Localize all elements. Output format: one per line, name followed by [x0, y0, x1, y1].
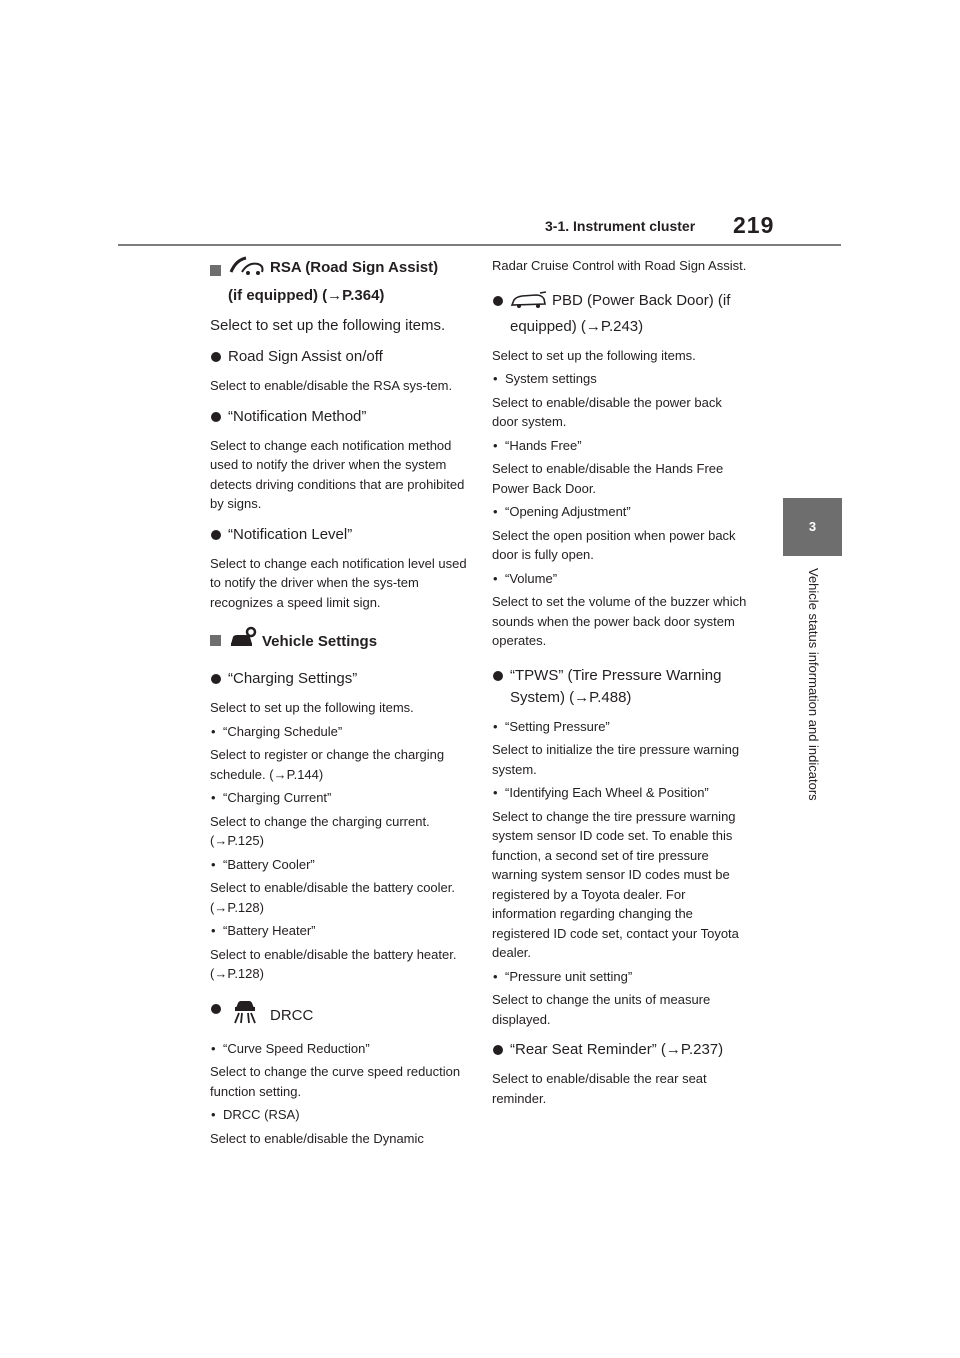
identifying-wheel-body: Select to change the tire pressure warning system sensor ID code set. To enable this function, a second set of tire pressure warning system sensor ID codes must be registered by a Toyota dealer. For information regarding changing the registered ID code set, contact your Toyota dealer. [492, 808, 739, 960]
drcc-icon [232, 998, 258, 1031]
battery-cooler-item: • “Battery Cooler” [210, 855, 468, 875]
heading-square-icon [210, 635, 221, 646]
system-settings-body: Select to enable/disable the power back door system. [492, 394, 722, 429]
rsa-item-onoff [210, 346, 468, 368]
rsa-item-onoff-body: Select to enable/disable the RSA sys-tem. [210, 378, 453, 393]
tpws-item [492, 665, 750, 709]
pressure-unit-body: Select to change the units of measure displayed. [492, 992, 711, 1027]
rsa-heading [210, 256, 468, 308]
vehicle-settings-icon [228, 626, 258, 658]
pbd-title: PBD (Power Back Door) (if equipped) (→P.243) [510, 291, 731, 335]
left-column [210, 256, 468, 1152]
rsa-item-method-body: Select to change each notification method used to notify the driver when the system detects driving conditions that are prohibited by signs. [210, 437, 465, 511]
heading-square-icon [210, 265, 221, 276]
rear-seat-reminder-title: “Rear Seat Reminder” (→P.237) [510, 1041, 724, 1058]
charging-schedule-item: • “Charging Schedule” [210, 722, 468, 742]
drcc-item [210, 998, 468, 1031]
drcc-rsa-body: Select to enable/disable the Dynamic [210, 1130, 424, 1146]
volume-body: Select to set the volume of the buzzer which sounds when the power back door system operates. [492, 594, 747, 648]
bullet-icon [493, 296, 503, 306]
system-settings-item: • System settings [492, 369, 750, 389]
battery-heater-item: • “Battery Heater” [210, 921, 468, 941]
header-divider [118, 244, 841, 246]
bullet-icon [211, 412, 221, 422]
drcc-rsa-body-continued: Radar Cruise Control with Road Sign Assist. [492, 258, 747, 273]
charging-settings-lead: Select to set up the following items. [210, 700, 414, 715]
rsa-item-method [210, 406, 468, 428]
charging-current-body: Select to change the charging current. (→P.125) [210, 813, 430, 848]
rsa-lead: Select to set up the following items. [210, 317, 446, 334]
page-number: 219 [733, 212, 775, 238]
curve-speed-item: • “Curve Speed Reduction” [210, 1039, 468, 1059]
bullet-icon [493, 671, 503, 681]
drcc-rsa-item: • DRCC (RSA) [210, 1105, 468, 1125]
section-title: 3-1. Instrument cluster [545, 218, 696, 234]
bullet-icon [493, 1045, 503, 1055]
power-back-door-icon [510, 291, 548, 316]
volume-item: • “Volume” [492, 569, 750, 589]
battery-heater-body: Select to enable/disable the battery heater. (→P.128) [210, 946, 457, 981]
pbd-item [492, 290, 750, 338]
setting-pressure-item: • “Setting Pressure” [492, 717, 750, 737]
charging-schedule-body: Select to register or change the charging schedule. (→P.144) [210, 747, 445, 782]
rear-seat-reminder-item [492, 1039, 750, 1061]
charging-current-item: • “Charging Current” [210, 788, 468, 808]
rsa-item-level-body: Select to change each notification level used to notify the driver when the sys-tem recognizes a speed limit sign. [210, 555, 467, 610]
charging-settings-title: “Charging Settings” [228, 670, 358, 687]
rsa-heading-text-2: (if equipped) (→P.364) [228, 287, 385, 304]
identifying-wheel-item: • “Identifying Each Wheel & Position” [492, 783, 750, 803]
bullet-icon [211, 1004, 221, 1014]
hands-free-body: Select to enable/disable the Hands Free Power Back Door. [492, 461, 724, 496]
rsa-item-level-title: “Notification Level” [228, 525, 353, 543]
rsa-item-onoff-title: Road Sign Assist on/off [228, 348, 383, 365]
opening-adjustment-body: Select the open position when power back door is fully open. [492, 527, 736, 562]
vehicle-settings-heading-text: Vehicle Settings [262, 633, 378, 650]
bullet-icon [211, 352, 221, 362]
rear-seat-reminder-body: Select to enable/disable the rear seat reminder. [492, 1071, 707, 1106]
setting-pressure-body: Select to initialize the tire pressure warning system. [492, 742, 740, 777]
curve-speed-body: Select to change the curve speed reduction function setting. [210, 1064, 461, 1099]
tpws-title: “TPWS” (Tire Pressure Warning System) (→P.488) [510, 666, 722, 706]
hands-free-item: • “Hands Free” [492, 436, 750, 456]
opening-adjustment-item: • “Opening Adjustment” [492, 502, 750, 522]
rsa-item-level [210, 524, 468, 546]
drcc-title: DRCC [270, 1006, 314, 1024]
pbd-lead: Select to set up the following items. [492, 347, 696, 363]
rsa-heading-text: RSA (Road Sign Assist) [270, 259, 439, 276]
charging-settings-item [210, 668, 468, 690]
bullet-icon [211, 674, 221, 684]
battery-cooler-body: Select to enable/disable the battery cooler. (→P.128) [210, 880, 455, 915]
right-column [492, 256, 750, 1112]
road-sign-assist-icon [228, 256, 266, 284]
pressure-unit-item: • “Pressure unit setting” [492, 967, 750, 987]
chapter-label: Vehicle status information and indicators [806, 568, 821, 801]
rsa-item-method-title: “Notification Method” [228, 407, 367, 425]
chapter-tab: 3 [783, 498, 842, 556]
bullet-icon [211, 530, 221, 540]
vehicle-settings-heading [210, 626, 468, 658]
